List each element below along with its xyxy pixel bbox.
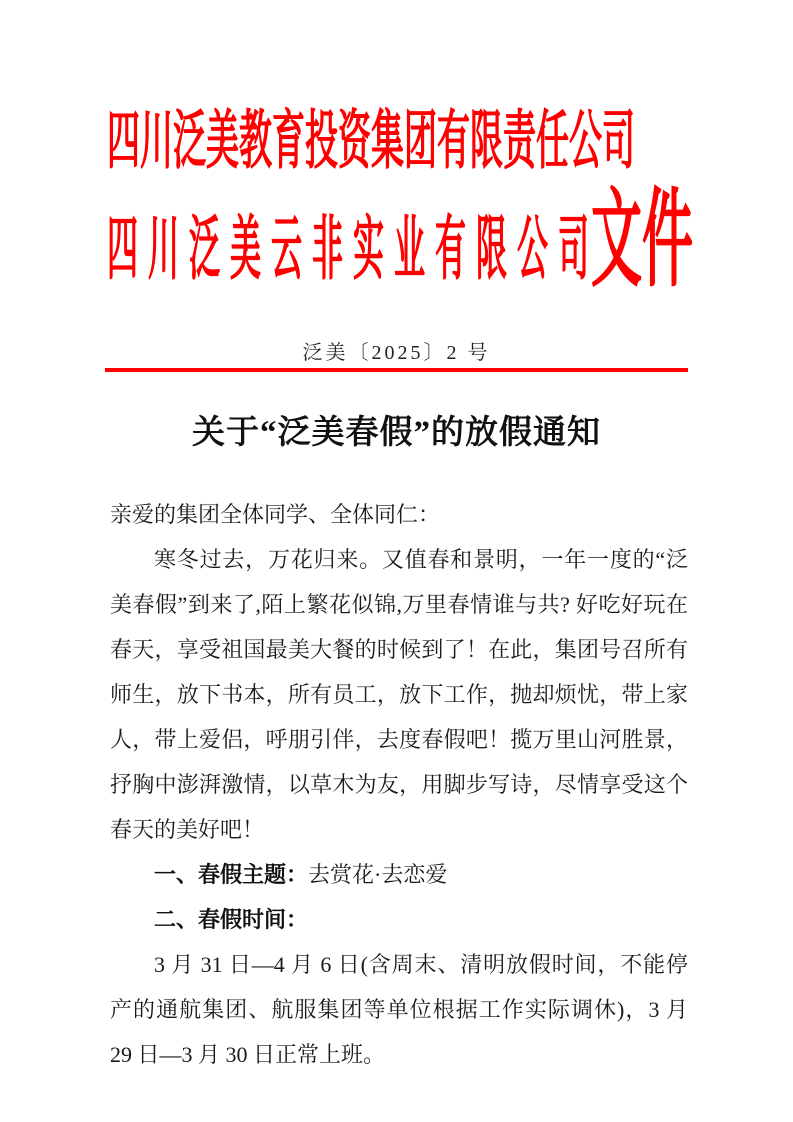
- notice-title: 关于“泛美春假”的放假通知: [192, 415, 601, 451]
- item-theme: [110, 852, 688, 897]
- time-label: 二、春假时间：: [154, 907, 309, 932]
- document-number: 泛美〔2025〕2 号: [302, 342, 491, 364]
- document-body: [110, 492, 688, 1077]
- red-divider-line: [105, 368, 688, 372]
- letterhead-company-secondary: 四川泛美云非实业有限公司: [107, 209, 599, 289]
- letterhead-company-primary: 四川泛美教育投资集团有限责任公司: [107, 108, 635, 179]
- letterhead-document-mark: 文件: [591, 183, 694, 302]
- theme-value: 去赏花·去恋爱: [308, 862, 448, 887]
- theme-label: 一、春假主题：: [154, 862, 309, 887]
- time-paragraph: 3 月 31 日—4 月 6 日(含周末、清明放假时间，不能停产的通航集团、航服集团等单位根据工作实际调休)，3 月 29 日—3 月 30 日正常上班。: [110, 952, 688, 1067]
- salutation: 亲爱的集团全体同学、全体同仁：: [110, 502, 441, 527]
- intro-paragraph: 寒冬过去，万花归来。又值春和景明，一年一度的“泛美春假”到来了,陌上繁花似锦,万里春情谁与共? 好吃好玩在春天，享受祖国最美大餐的时候到了！在此，集团号召所有师生，放下书本，所有员工，放下工作，抛却烦忧，带上家人，带上爱侣，呼朋引伴，去度春假吧！揽万里山河胜景，抒胸中澎湃激情，以草木为友，用脚步写诗，尽情享受这个春天的美好吧！: [110, 547, 688, 842]
